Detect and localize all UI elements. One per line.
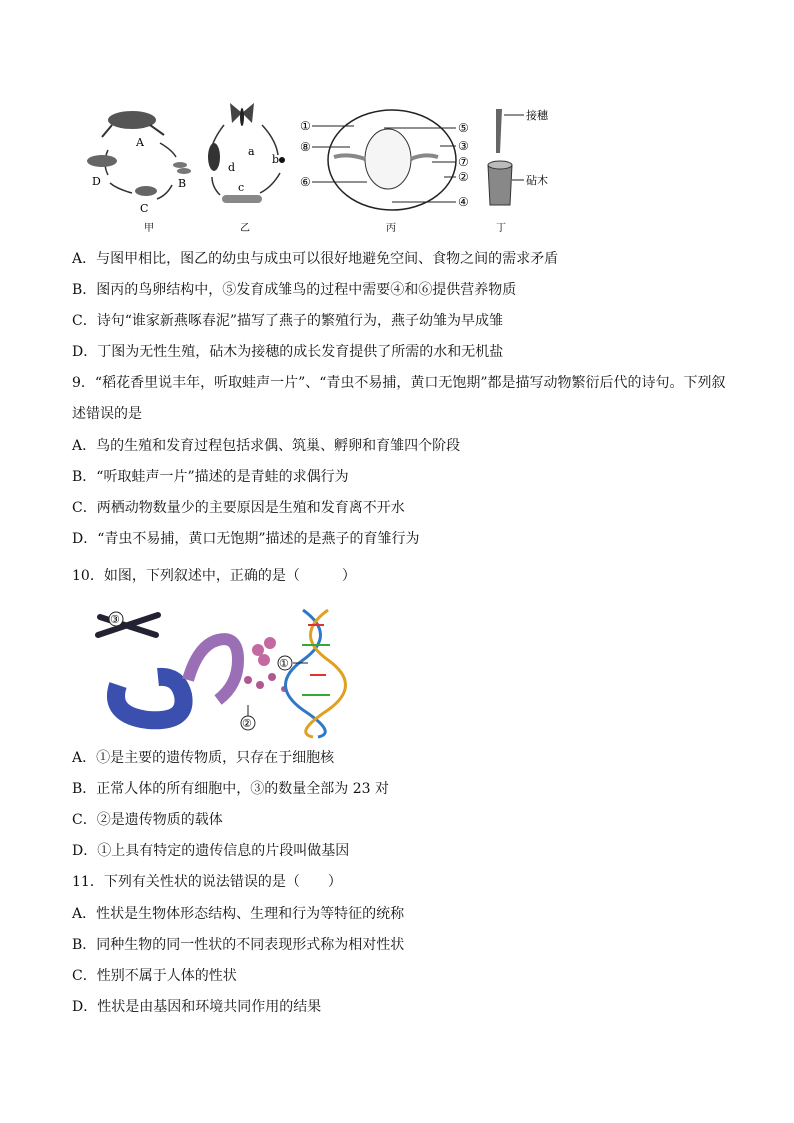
bing-label-5: ⑤ bbox=[458, 121, 469, 135]
q10-option-c: C．②是遗传物质的载体 bbox=[72, 812, 223, 828]
ding-label-stock: 砧木 bbox=[526, 174, 548, 187]
q10-option-a: A．①是主要的遗传物质，只存在于细胞核 bbox=[72, 750, 335, 766]
bing-label-1: ① bbox=[300, 119, 311, 133]
bing-label-8: ⑧ bbox=[300, 140, 311, 154]
chromosome-dna-figure bbox=[88, 605, 358, 740]
bing-label-7: ⑦ bbox=[458, 155, 469, 169]
q8-option-c: C．诗句“谁家新燕啄春泥”描写了燕子的繁殖行为，燕子幼雏为早成雏 bbox=[72, 313, 504, 329]
yi-label-a: a bbox=[248, 145, 255, 158]
figure-bing bbox=[300, 110, 469, 234]
yi-label-d: d bbox=[228, 161, 236, 174]
bing-label-3: ③ bbox=[458, 139, 469, 153]
q11-option-d: D．性状是由基因和环境共同作用的结果 bbox=[72, 999, 322, 1015]
figure-yi bbox=[208, 103, 285, 234]
yi-label-c: c bbox=[238, 181, 245, 194]
yi-caption: 乙 bbox=[240, 223, 250, 234]
q9-option-d: D．“青虫不易捕，黄口无饱期”描述的是燕子的育雏行为 bbox=[72, 531, 420, 547]
q10-option-b: B．正常人体的所有细胞中，③的数量全部为 23 对 bbox=[72, 781, 390, 797]
q10-label-3: ③ bbox=[110, 613, 120, 626]
bing-label-4: ④ bbox=[458, 195, 469, 209]
q11-option-a: A．性状是生物体形态结构、生理和行为等特征的统称 bbox=[72, 906, 405, 922]
bing-label-6: ⑥ bbox=[300, 175, 311, 189]
q9-option-c: C．两栖动物数量少的主要原因是生殖和发育离不开水 bbox=[72, 500, 405, 516]
q10-stem: 10．如图，下列叙述中，正确的是（ ） bbox=[72, 568, 356, 584]
q10-option-d: D．①上具有特定的遗传信息的片段叫做基因 bbox=[72, 843, 350, 859]
bing-caption: 丙 bbox=[386, 223, 396, 234]
q8-option-d: D．丁图为无性生殖，砧木为接穗的成长发育提供了所需的水和无机盐 bbox=[72, 344, 504, 360]
q10-label-1: ① bbox=[279, 657, 289, 670]
q9-option-a: A．鸟的生殖和发育过程包括求偶、筑巢、孵卵和育雏四个阶段 bbox=[72, 438, 461, 454]
q11-stem: 11．下列有关性状的说法错误的是（ ） bbox=[72, 874, 342, 890]
jia-caption: 甲 bbox=[144, 223, 154, 234]
q9-stem-line1: 9．“稻花香里说丰年，听取蛙声一片”、“青虫不易捕，黄口无饱期”都是描写动物繁衍后代的诗句。下列叙 bbox=[72, 375, 726, 391]
q8-option-b: B．图丙的鸟卵结构中，⑤发育成雏鸟的过程中需要④和⑥提供营养物质 bbox=[72, 282, 517, 298]
jia-label-b: B bbox=[178, 177, 187, 190]
figure-jia bbox=[87, 111, 191, 234]
life-cycle-figure bbox=[72, 95, 562, 235]
q11-option-c: C．性别不属于人体的性状 bbox=[72, 968, 237, 984]
yi-label-b: b bbox=[272, 153, 280, 166]
ding-caption: 丁 bbox=[496, 223, 506, 234]
q11-option-b: B．同种生物的同一性状的不同表现形式称为相对性状 bbox=[72, 937, 405, 953]
jia-label-a: A bbox=[136, 136, 144, 149]
q8-option-a: A．与图甲相比，图乙的幼虫与成虫可以很好地避免空间、食物之间的需求矛盾 bbox=[72, 251, 559, 267]
jia-label-d: D bbox=[92, 175, 101, 188]
jia-label-c: C bbox=[140, 202, 149, 215]
q9-stem-line2: 述错误的是 bbox=[72, 406, 142, 422]
bing-label-2: ② bbox=[458, 170, 469, 184]
q10-label-2: ② bbox=[242, 717, 252, 730]
ding-label-scion: 接穗 bbox=[526, 109, 548, 122]
figure-ding bbox=[488, 108, 549, 234]
q9-option-b: B．“听取蛙声一片”描述的是青蛙的求偶行为 bbox=[72, 469, 349, 485]
